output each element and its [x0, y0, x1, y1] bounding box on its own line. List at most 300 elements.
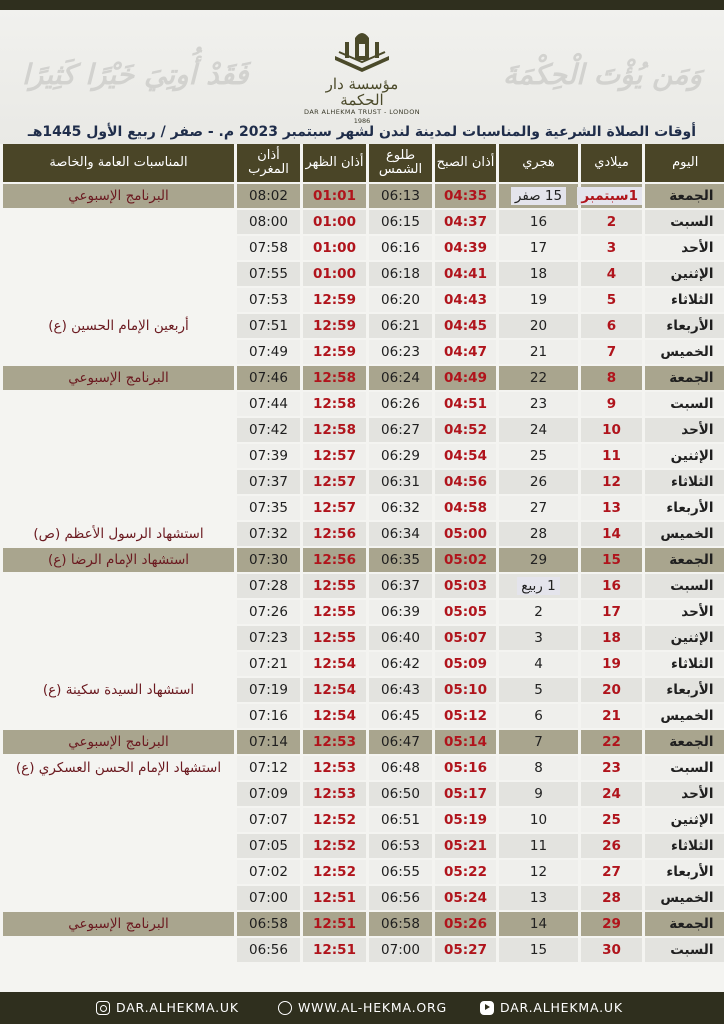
footer-youtube[interactable]	[480, 1000, 623, 1015]
cell-mag: 08:02	[236, 183, 302, 209]
cell-mag: 07:44	[236, 391, 302, 417]
cell-day: الإثنين	[644, 261, 724, 287]
cell-day: الإثنين	[644, 625, 724, 651]
cell-hijri: 27	[498, 495, 580, 521]
table-row	[2, 417, 724, 443]
cell-greg: 24	[580, 781, 644, 807]
cell-sun: 06:16	[368, 235, 434, 261]
cell-hijri: 10	[498, 807, 580, 833]
cell-day: الجمعة	[644, 365, 724, 391]
cell-hijri: 29	[498, 547, 580, 573]
col-day: اليوم	[644, 144, 724, 183]
cell-mag: 07:32	[236, 521, 302, 547]
cell-ev	[2, 235, 236, 261]
table-row	[2, 911, 724, 937]
cell-mag: 08:00	[236, 209, 302, 235]
cell-dhuhr: 12:54	[302, 703, 368, 729]
cell-greg: 11	[580, 443, 644, 469]
cell-day: السبت	[644, 755, 724, 781]
cell-ev	[2, 573, 236, 599]
cell-sun: 06:15	[368, 209, 434, 235]
cell-sun: 07:00	[368, 937, 434, 962]
cell-mag: 07:55	[236, 261, 302, 287]
cell-dhuhr: 12:51	[302, 937, 368, 962]
cell-ev	[2, 833, 236, 859]
footer-website[interactable]	[278, 1000, 447, 1015]
cell-dhuhr: 12:53	[302, 781, 368, 807]
cell-fajr: 05:10	[434, 677, 498, 703]
cell-dhuhr: 12:57	[302, 469, 368, 495]
table-row	[2, 443, 724, 469]
cell-sun: 06:58	[368, 911, 434, 937]
cell-fajr: 05:16	[434, 755, 498, 781]
cell-hijri: 24	[498, 417, 580, 443]
cell-ev: استشهاد الإمام الرضا (ع)	[2, 547, 236, 573]
cell-ev	[2, 599, 236, 625]
cell-fajr: 04:41	[434, 261, 498, 287]
footer-instagram-label: DAR.ALHEKMA.UK	[116, 1000, 239, 1015]
cell-greg: 19	[580, 651, 644, 677]
cell-ev: أربعين الإمام الحسين (ع)	[2, 313, 236, 339]
cell-sun: 06:53	[368, 833, 434, 859]
cell-mag: 07:28	[236, 573, 302, 599]
cell-sun: 06:27	[368, 417, 434, 443]
cell-mag: 07:53	[236, 287, 302, 313]
cell-ev	[2, 703, 236, 729]
cell-mag: 07:49	[236, 339, 302, 365]
cell-mag: 07:35	[236, 495, 302, 521]
table-row	[2, 495, 724, 521]
cell-fajr: 05:24	[434, 885, 498, 911]
table-row	[2, 885, 724, 911]
cell-sun: 06:45	[368, 703, 434, 729]
cell-fajr: 05:12	[434, 703, 498, 729]
cell-ev	[2, 287, 236, 313]
table-row	[2, 313, 724, 339]
cell-ev	[2, 807, 236, 833]
cell-greg: 12	[580, 469, 644, 495]
cell-greg: 21	[580, 703, 644, 729]
cell-sun: 06:34	[368, 521, 434, 547]
cell-dhuhr: 12:54	[302, 651, 368, 677]
cell-mag: 07:12	[236, 755, 302, 781]
calligraphy-right: وَمَن يُؤْتَ الْحِكْمَةَ	[503, 58, 702, 91]
cell-day: الأحد	[644, 235, 724, 261]
cell-mag: 07:23	[236, 625, 302, 651]
cell-sun: 06:18	[368, 261, 434, 287]
cell-hijri: 26	[498, 469, 580, 495]
cell-hijri: 15 صفر	[498, 183, 580, 209]
cell-greg: 15	[580, 547, 644, 573]
cell-fajr: 05:27	[434, 937, 498, 962]
cell-ev: استشهاد الإمام الحسن العسكري (ع)	[2, 755, 236, 781]
cell-day: الخميس	[644, 339, 724, 365]
cell-mag: 07:46	[236, 365, 302, 391]
table-row	[2, 807, 724, 833]
cell-fajr: 04:43	[434, 287, 498, 313]
col-sunrise: طلوع الشمس	[368, 144, 434, 183]
cell-day: الجمعة	[644, 911, 724, 937]
cell-hijri: 11	[498, 833, 580, 859]
cell-hijri: 4	[498, 651, 580, 677]
cell-ev	[2, 417, 236, 443]
cell-dhuhr: 12:57	[302, 495, 368, 521]
calligraphy-left: فَقَدْ أُوتِيَ خَيْرًا كَثِيرًا	[22, 58, 249, 91]
cell-ev	[2, 625, 236, 651]
cell-dhuhr: 12:58	[302, 391, 368, 417]
cell-greg: 23	[580, 755, 644, 781]
cell-greg: 18	[580, 625, 644, 651]
cell-sun: 06:21	[368, 313, 434, 339]
cell-hijri: 8	[498, 755, 580, 781]
table-row	[2, 547, 724, 573]
cell-dhuhr: 12:55	[302, 599, 368, 625]
cell-sun: 06:50	[368, 781, 434, 807]
page-title: أوقات الصلاة الشرعية والمناسبات لمدينة لندن لشهر سبتمبر 2023 م. - صفر / ربيع الأول 1445هـ	[27, 124, 697, 140]
cell-hijri: 21	[498, 339, 580, 365]
cell-dhuhr: 12:59	[302, 287, 368, 313]
cell-fajr: 04:39	[434, 235, 498, 261]
table-row	[2, 183, 724, 209]
cell-mag: 07:30	[236, 547, 302, 573]
cell-greg: 26	[580, 833, 644, 859]
cell-greg: 1سبتمبر	[580, 183, 644, 209]
cell-ev	[2, 339, 236, 365]
cell-greg: 27	[580, 859, 644, 885]
footer-youtube-label: DAR.ALHEKMA.UK	[500, 1000, 623, 1015]
logo-year: 1986	[353, 117, 371, 125]
cell-dhuhr: 01:00	[302, 209, 368, 235]
cell-day: الأربعاء	[644, 859, 724, 885]
cell-sun: 06:37	[368, 573, 434, 599]
cell-fajr: 04:51	[434, 391, 498, 417]
cell-dhuhr: 12:56	[302, 547, 368, 573]
cell-greg: 16	[580, 573, 644, 599]
cell-dhuhr: 12:58	[302, 365, 368, 391]
cell-ev	[2, 885, 236, 911]
cell-ev: استشهاد السيدة سكينة (ع)	[2, 677, 236, 703]
cell-hijri: 25	[498, 443, 580, 469]
footer-website-label: WWW.AL-HEKMA.ORG	[298, 1000, 448, 1015]
table-row	[2, 521, 724, 547]
cell-dhuhr: 12:55	[302, 625, 368, 651]
cell-day: الأربعاء	[644, 495, 724, 521]
cell-fajr: 04:58	[434, 495, 498, 521]
cell-mag: 07:58	[236, 235, 302, 261]
cell-fajr: 04:47	[434, 339, 498, 365]
cell-sun: 06:39	[368, 599, 434, 625]
cell-fajr: 04:49	[434, 365, 498, 391]
cell-fajr: 05:21	[434, 833, 498, 859]
cell-sun: 06:29	[368, 443, 434, 469]
cell-dhuhr: 12:59	[302, 313, 368, 339]
cell-greg: 7	[580, 339, 644, 365]
cell-fajr: 04:37	[434, 209, 498, 235]
cell-hijri: 20	[498, 313, 580, 339]
cell-day: الجمعة	[644, 547, 724, 573]
cell-dhuhr: 01:01	[302, 183, 368, 209]
cell-greg: 29	[580, 911, 644, 937]
cell-ev	[2, 495, 236, 521]
cell-day: الثلاثاء	[644, 287, 724, 313]
cell-ev	[2, 937, 236, 962]
cell-hijri: 19	[498, 287, 580, 313]
cell-mag: 07:21	[236, 651, 302, 677]
cell-greg: 17	[580, 599, 644, 625]
cell-mag: 07:07	[236, 807, 302, 833]
cell-sun: 06:42	[368, 651, 434, 677]
table-row	[2, 703, 724, 729]
cell-dhuhr: 01:00	[302, 235, 368, 261]
cell-fajr: 05:14	[434, 729, 498, 755]
cell-ev	[2, 469, 236, 495]
cell-dhuhr: 12:57	[302, 443, 368, 469]
cell-fajr: 04:52	[434, 417, 498, 443]
table-row	[2, 729, 724, 755]
table-row	[2, 833, 724, 859]
col-maghrib: أذان المغرب	[236, 144, 302, 183]
cell-fajr: 05:05	[434, 599, 498, 625]
cell-hijri: 23	[498, 391, 580, 417]
cell-mag: 07:09	[236, 781, 302, 807]
cell-greg: 5	[580, 287, 644, 313]
cell-greg: 20	[580, 677, 644, 703]
cell-hijri: 16	[498, 209, 580, 235]
cell-greg: 9	[580, 391, 644, 417]
cell-mag: 07:19	[236, 677, 302, 703]
cell-day: الجمعة	[644, 183, 724, 209]
cell-ev	[2, 391, 236, 417]
cell-hijri: 15	[498, 937, 580, 962]
cell-hijri: 5	[498, 677, 580, 703]
cell-dhuhr: 12:55	[302, 573, 368, 599]
table-row	[2, 755, 724, 781]
page-header	[0, 10, 724, 145]
top-bar	[0, 0, 724, 10]
cell-greg: 13	[580, 495, 644, 521]
instagram-icon	[96, 1001, 110, 1015]
cell-greg: 3	[580, 235, 644, 261]
cell-mag: 07:37	[236, 469, 302, 495]
cell-greg: 25	[580, 807, 644, 833]
cell-mag: 07:42	[236, 417, 302, 443]
cell-sun: 06:47	[368, 729, 434, 755]
cell-fajr: 04:35	[434, 183, 498, 209]
cell-day: السبت	[644, 209, 724, 235]
cell-day: الثلاثاء	[644, 469, 724, 495]
cell-sun: 06:13	[368, 183, 434, 209]
cell-day: الإثنين	[644, 443, 724, 469]
table-header-row	[2, 144, 724, 183]
table-row	[2, 599, 724, 625]
cell-day: الثلاثاء	[644, 651, 724, 677]
cell-dhuhr: 12:56	[302, 521, 368, 547]
cell-sun: 06:26	[368, 391, 434, 417]
cell-fajr: 04:45	[434, 313, 498, 339]
col-hijri: هجري	[498, 144, 580, 183]
cell-mag: 07:26	[236, 599, 302, 625]
cell-fajr: 05:00	[434, 521, 498, 547]
cell-sun: 06:56	[368, 885, 434, 911]
cell-ev: البرنامج الإسبوعي	[2, 911, 236, 937]
table-row	[2, 339, 724, 365]
cell-sun: 06:43	[368, 677, 434, 703]
youtube-icon	[480, 1001, 494, 1015]
cell-day: الإثنين	[644, 807, 724, 833]
cell-ev	[2, 781, 236, 807]
cell-mag: 07:39	[236, 443, 302, 469]
cell-day: الأحد	[644, 599, 724, 625]
cell-greg: 8	[580, 365, 644, 391]
cell-dhuhr: 12:54	[302, 677, 368, 703]
table-row	[2, 625, 724, 651]
table-row	[2, 651, 724, 677]
cell-day: الجمعة	[644, 729, 724, 755]
cell-mag: 07:00	[236, 885, 302, 911]
cell-hijri: 14	[498, 911, 580, 937]
cell-dhuhr: 12:52	[302, 833, 368, 859]
cell-fajr: 05:03	[434, 573, 498, 599]
cell-sun: 06:55	[368, 859, 434, 885]
logo	[302, 28, 422, 128]
cell-fajr: 05:17	[434, 781, 498, 807]
cell-fajr: 05:22	[434, 859, 498, 885]
cell-hijri: 22	[498, 365, 580, 391]
cell-greg: 2	[580, 209, 644, 235]
cell-day: الأربعاء	[644, 313, 724, 339]
cell-day: الثلاثاء	[644, 833, 724, 859]
cell-hijri: 3	[498, 625, 580, 651]
cell-fajr: 05:09	[434, 651, 498, 677]
cell-day: الأربعاء	[644, 677, 724, 703]
cell-hijri: 12	[498, 859, 580, 885]
cell-ev: استشهاد الرسول الأعظم (ص)	[2, 521, 236, 547]
cell-day: الأحد	[644, 781, 724, 807]
table-row	[2, 677, 724, 703]
cell-hijri: 13	[498, 885, 580, 911]
cell-ev	[2, 209, 236, 235]
cell-day: الخميس	[644, 703, 724, 729]
cell-fajr: 05:02	[434, 547, 498, 573]
prayer-times-table	[0, 144, 724, 962]
cell-hijri: 9	[498, 781, 580, 807]
cell-sun: 06:24	[368, 365, 434, 391]
footer-instagram[interactable]	[96, 1000, 239, 1015]
cell-day: الأحد	[644, 417, 724, 443]
cell-mag: 07:05	[236, 833, 302, 859]
cell-mag: 07:02	[236, 859, 302, 885]
cell-ev	[2, 859, 236, 885]
cell-mag: 07:16	[236, 703, 302, 729]
footer-bar	[0, 992, 724, 1024]
cell-fajr: 05:26	[434, 911, 498, 937]
table-row	[2, 859, 724, 885]
col-fajr: أذان الصبح	[434, 144, 498, 183]
cell-ev: البرنامج الإسبوعي	[2, 183, 236, 209]
cell-greg: 10	[580, 417, 644, 443]
cell-hijri: 17	[498, 235, 580, 261]
col-gregorian: ميلادي	[580, 144, 644, 183]
cell-hijri: 1 ربيع	[498, 573, 580, 599]
cell-sun: 06:51	[368, 807, 434, 833]
cell-sun: 06:48	[368, 755, 434, 781]
cell-dhuhr: 12:51	[302, 911, 368, 937]
cell-hijri: 6	[498, 703, 580, 729]
cell-hijri: 7	[498, 729, 580, 755]
table-row	[2, 573, 724, 599]
col-events: المناسبات العامة والخاصة	[2, 144, 236, 183]
cell-fajr: 05:07	[434, 625, 498, 651]
table-body	[2, 183, 724, 962]
cell-hijri: 28	[498, 521, 580, 547]
table-row	[2, 937, 724, 962]
cell-dhuhr: 12:52	[302, 807, 368, 833]
cell-greg: 6	[580, 313, 644, 339]
cell-fajr: 04:54	[434, 443, 498, 469]
logo-arabic-name: مؤسسة دار الحكمة	[325, 75, 399, 109]
cell-sun: 06:32	[368, 495, 434, 521]
cell-sun: 06:23	[368, 339, 434, 365]
cell-hijri: 2	[498, 599, 580, 625]
cell-dhuhr: 12:58	[302, 417, 368, 443]
cell-ev: البرنامج الإسبوعي	[2, 729, 236, 755]
cell-hijri: 18	[498, 261, 580, 287]
cell-greg: 4	[580, 261, 644, 287]
cell-day: السبت	[644, 391, 724, 417]
cell-day: الخميس	[644, 885, 724, 911]
cell-mag: 07:51	[236, 313, 302, 339]
table-row	[2, 261, 724, 287]
table-row	[2, 235, 724, 261]
cell-greg: 14	[580, 521, 644, 547]
cell-fajr: 05:19	[434, 807, 498, 833]
cell-ev	[2, 651, 236, 677]
logo-english-name: DAR ALHEKMA TRUST - LONDON	[304, 108, 420, 116]
cell-day: السبت	[644, 573, 724, 599]
table-row	[2, 781, 724, 807]
table-row	[2, 209, 724, 235]
cell-day: السبت	[644, 937, 724, 962]
cell-greg: 22	[580, 729, 644, 755]
cell-mag: 06:56	[236, 937, 302, 962]
col-dhuhr: أذان الظهر	[302, 144, 368, 183]
table-row	[2, 469, 724, 495]
cell-dhuhr: 12:52	[302, 859, 368, 885]
cell-dhuhr: 12:59	[302, 339, 368, 365]
cell-greg: 30	[580, 937, 644, 962]
globe-icon	[278, 1001, 292, 1015]
cell-ev: البرنامج الإسبوعي	[2, 365, 236, 391]
table-row	[2, 391, 724, 417]
cell-day: الخميس	[644, 521, 724, 547]
table-row	[2, 287, 724, 313]
cell-mag: 07:14	[236, 729, 302, 755]
cell-ev	[2, 261, 236, 287]
cell-ev	[2, 443, 236, 469]
cell-dhuhr: 12:53	[302, 729, 368, 755]
cell-sun: 06:35	[368, 547, 434, 573]
cell-sun: 06:31	[368, 469, 434, 495]
cell-dhuhr: 12:51	[302, 885, 368, 911]
table-row	[2, 365, 724, 391]
cell-greg: 28	[580, 885, 644, 911]
mosque-book-icon	[331, 28, 393, 74]
cell-sun: 06:40	[368, 625, 434, 651]
cell-mag: 06:58	[236, 911, 302, 937]
cell-sun: 06:20	[368, 287, 434, 313]
cell-dhuhr: 12:53	[302, 755, 368, 781]
cell-fajr: 04:56	[434, 469, 498, 495]
